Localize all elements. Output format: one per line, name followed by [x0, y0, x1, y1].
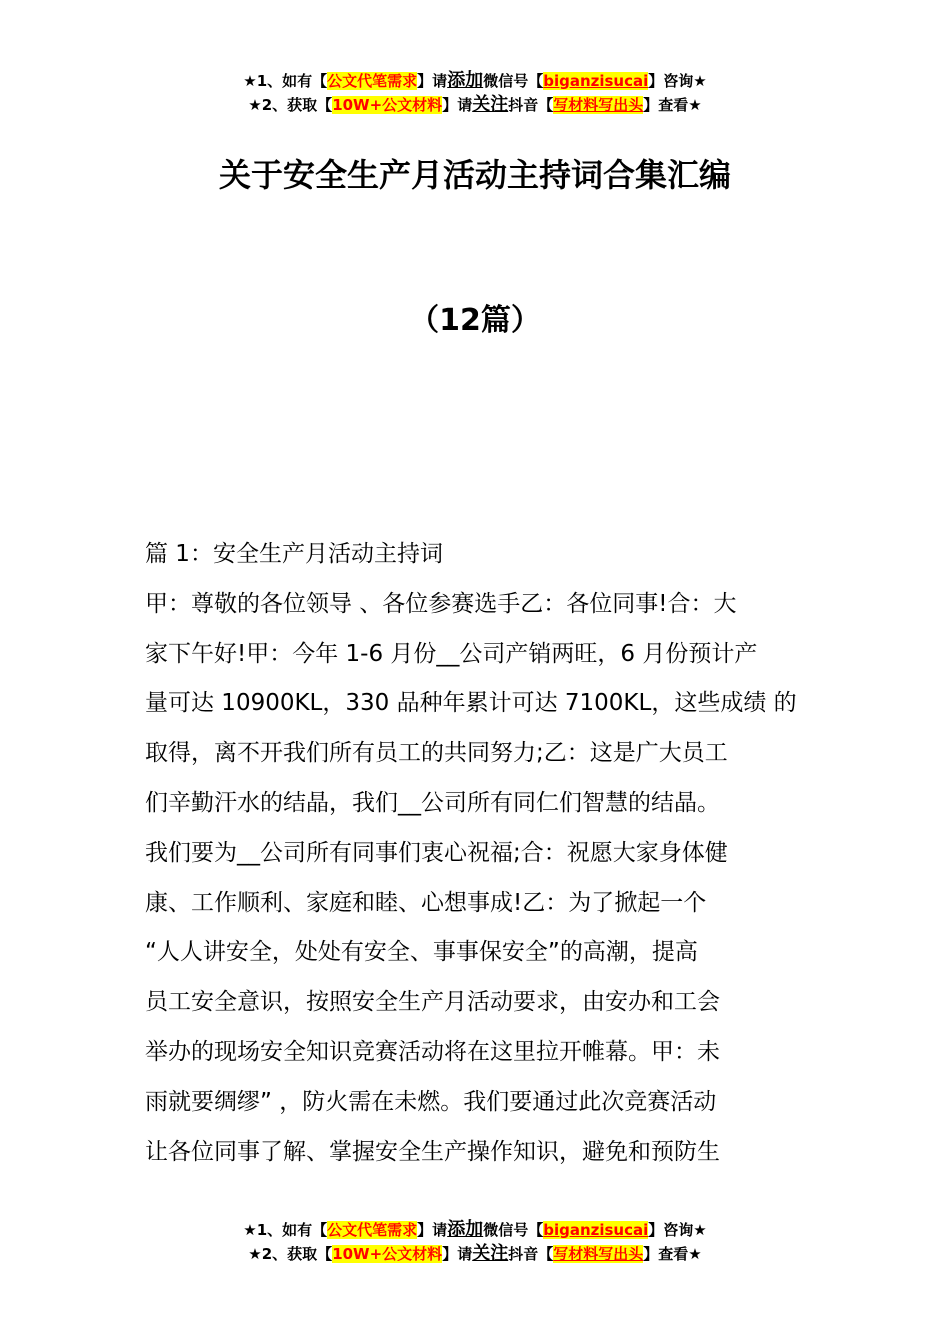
ad-highlight: 公文代笔需求	[327, 72, 418, 90]
body-line: 举办的现场安全知识竞赛活动将在这里拉开帷幕。甲：未	[145, 1038, 720, 1065]
document-subtitle: （12篇）	[409, 303, 541, 338]
ad-footer	[0, 1218, 950, 1266]
ad-line-1: ★1、如有【公文代笔需求】请添加微信号【biganzisucai】咨询★	[243, 1219, 707, 1240]
section-heading: 篇 1：安全生产月活动主持词	[145, 541, 443, 567]
body-line: 取得，离不开我们所有员工的共同努力;乙：这是广大员工	[145, 740, 728, 767]
body-line: 我们要为__公司所有同事们衷心祝福;合：祝愿大家身体健	[145, 839, 728, 866]
body-line: 雨就要绸缪” ，防火需在未燃。我们要通过此次竞赛活动	[145, 1088, 717, 1115]
document-body	[145, 530, 815, 1177]
ad-line-2: ★2、获取【10W+公文材料】请关注抖音【写材料写出头】查看★	[248, 1243, 702, 1264]
ad-line-1: ★1、如有【公文代笔需求】请添加微信号【biganzisucai】咨询★	[243, 70, 707, 91]
body-line: 康、工作顺利、家庭和睦、心想事成!乙：为了掀起一个	[145, 889, 707, 916]
ad-line-2: ★2、获取【10W+公文材料】请关注抖音【写材料写出头】查看★	[248, 94, 702, 115]
body-line: “人人讲安全，处处有安全、事事保安全”的高潮，提高	[145, 939, 698, 966]
body-line: 们辛勤汗水的结晶，我们__公司所有同仁们智慧的结晶。	[145, 789, 720, 816]
body-line: 家下午好!甲：今年 1-6 月份__公司产销两旺，6 月份预计产	[145, 640, 758, 667]
body-line: 量可达 10900KL，330 品种年累计可达 7100KL，这些成绩 的	[145, 690, 797, 717]
document-title: 关于安全生产月活动主持词合集汇编	[218, 156, 731, 194]
wechat-id: biganzisucai	[543, 72, 649, 90]
body-line: 员工安全意识，按照安全生产月活动要求，由安办和工会	[145, 989, 720, 1016]
ad-header	[0, 69, 950, 117]
body-line: 让各位同事了解、掌握安全生产操作知识，避免和预防生	[145, 1138, 720, 1165]
body-line: 甲：尊敬的各位领导 、各位参赛选手乙：各位同事!合：大	[145, 590, 737, 617]
